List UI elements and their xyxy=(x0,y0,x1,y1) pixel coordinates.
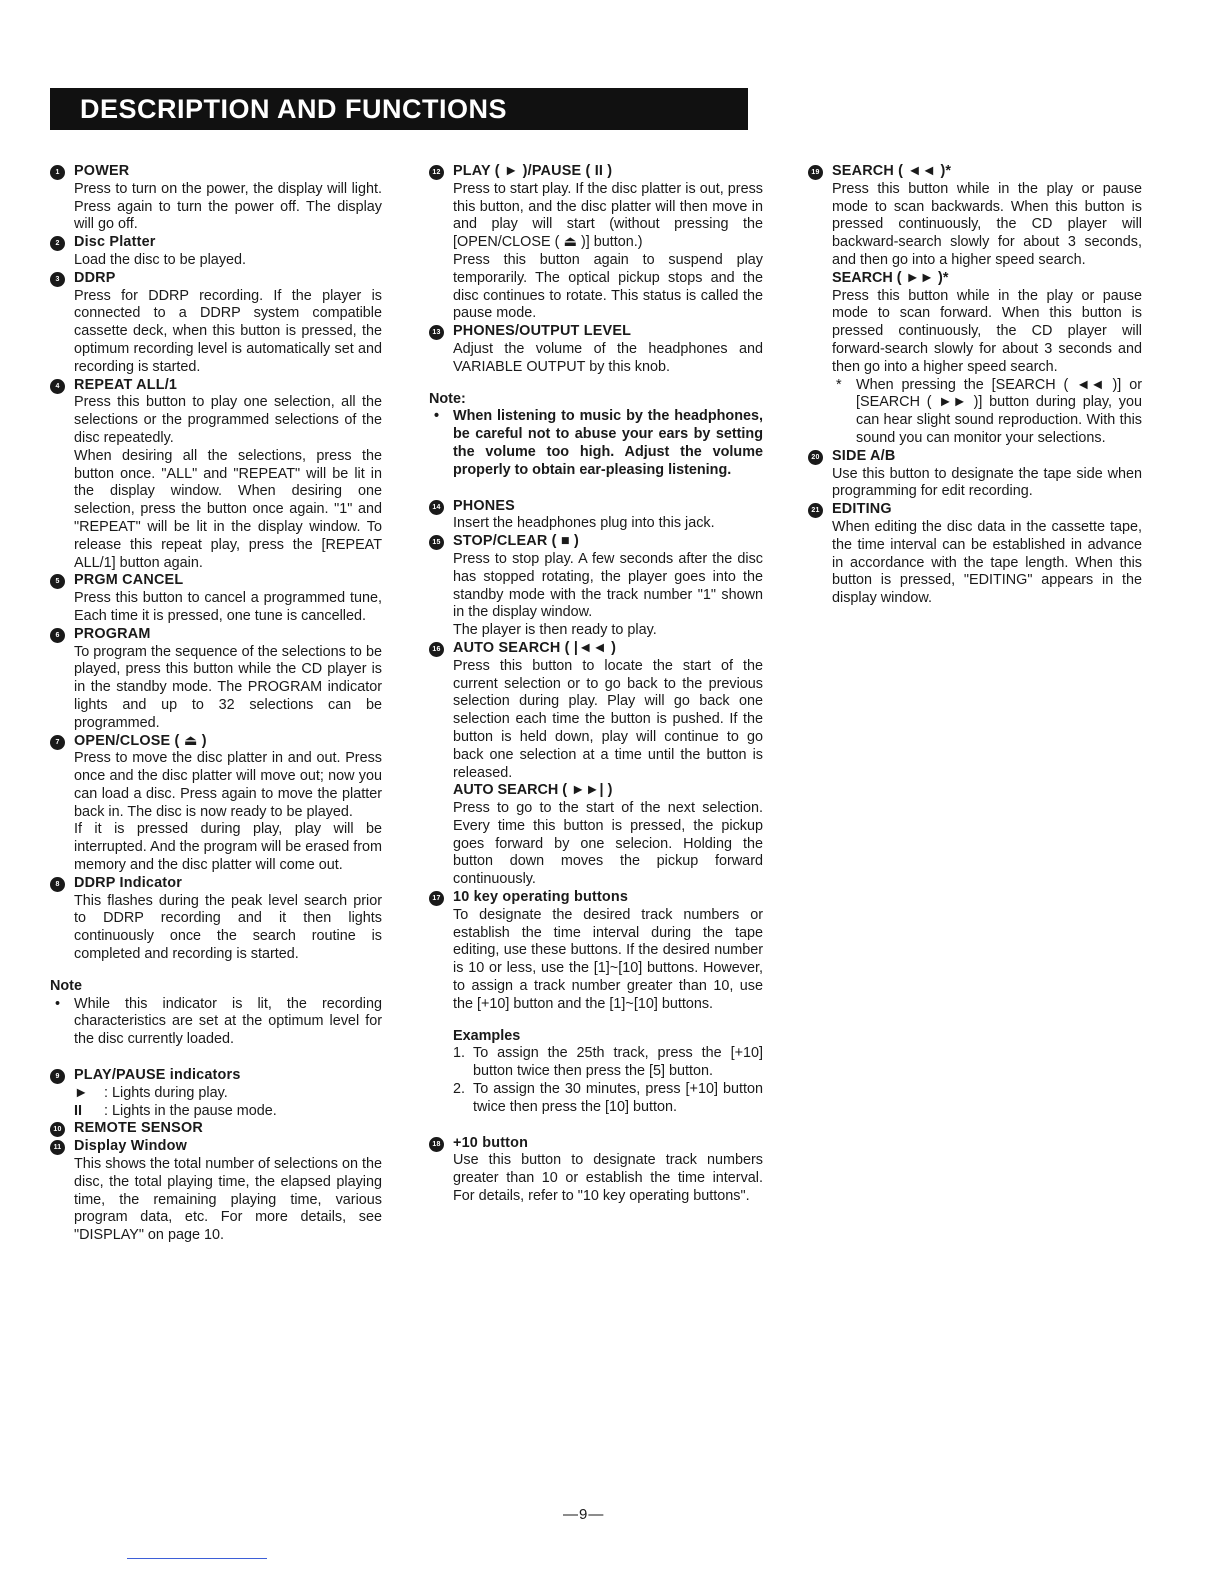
pause-icon: II xyxy=(74,1102,82,1119)
item-title: PROGRAM xyxy=(74,625,151,642)
item-editing xyxy=(808,501,1142,608)
number-badge: 11 xyxy=(50,1140,65,1155)
number-badge: 1 xyxy=(50,165,65,180)
number-badge: 5 xyxy=(50,574,65,589)
item-title: PHONES xyxy=(453,497,515,514)
item-phones-output-level xyxy=(429,323,763,376)
item-title: REPEAT ALL/1 xyxy=(74,376,178,393)
item-title: STOP/CLEAR ( ■ ) xyxy=(453,533,579,550)
item-title: SIDE A/B xyxy=(832,447,896,464)
number-badge: 12 xyxy=(429,165,444,180)
item-description: Insert the headphones plug into this jack. xyxy=(453,515,715,532)
item-ten-key xyxy=(429,889,763,1014)
item-play-pause-indicators xyxy=(50,1067,382,1120)
examples-title: Examples xyxy=(453,1027,521,1044)
item-description: Load the disc to be played. xyxy=(74,251,247,268)
item-description: Use this button to designate track numbers greater than 10 or establish the time interval. For details, refer to "10 key operating buttons". xyxy=(453,1152,763,1205)
sub-title: SEARCH ( ►► )* xyxy=(832,269,949,286)
example-text: To assign the 25th track, press the [+10] button twice then press the [5] button. xyxy=(473,1045,763,1080)
page-number: —9— xyxy=(563,1506,605,1523)
item-auto-search xyxy=(429,640,763,889)
footnote-text: When pressing the [SEARCH ( ◄◄ )] or [SEARCH ( ►► )] button during play, you can hear slight sound reproduction. With this sound you can monitor your selections. xyxy=(856,376,1142,446)
item-title: DDRP Indicator xyxy=(74,874,183,891)
number-badge: 21 xyxy=(808,503,823,518)
number-badge: 20 xyxy=(808,450,823,465)
number-badge: 4 xyxy=(50,379,65,394)
item-prgm-cancel xyxy=(50,572,382,625)
item-ddrp-indicator xyxy=(50,875,382,964)
item-search xyxy=(808,163,1142,448)
item-title: PHONES/OUTPUT LEVEL xyxy=(453,323,632,340)
item-repeat xyxy=(50,377,382,573)
note-bullet xyxy=(50,996,382,1049)
item-description: Press this button to cancel a programmed tune, Each time it is pressed, one tune is cancelled. xyxy=(74,590,382,624)
item-title: EDITING xyxy=(832,501,892,518)
item-power xyxy=(50,163,382,234)
bullet-icon: • xyxy=(434,408,440,425)
column-left xyxy=(50,163,382,1245)
legend-play xyxy=(50,1085,382,1103)
play-icon: ► xyxy=(74,1084,89,1101)
item-title: POWER xyxy=(74,163,130,179)
item-description: Press this button to locate the start of the current selection or to go back to the previous selection during play. Play will go back one selection each time the button is pushed. If the button is held down, play will continue to go back one selection at a time until the button is released. xyxy=(453,657,763,781)
item-description: When editing the disc data in the cassette tape, the time interval can be established in advance in accordance with the tape length. When this button is pressed, "EDITING" appears in the display window. xyxy=(832,518,1142,607)
item-plus10-button xyxy=(429,1135,763,1206)
item-description: Press this button to play one selection, all the selections or the programmed selections of the disc repeatedly. xyxy=(74,394,382,446)
item-title: Disc Platter xyxy=(74,234,156,251)
item-title: PLAY ( ► )/PAUSE ( II ) xyxy=(453,163,613,179)
item-phones xyxy=(429,498,763,534)
note-text: When listening to music by the headphones, be careful not to abuse your ears by setting the volume too high. Adjust the volume properly to obtain ear-pleasing listening. xyxy=(453,408,763,478)
item-description: Press to turn on the power, the display will light. Press again to turn the power off. The display will go off. xyxy=(74,180,382,233)
item-open-close xyxy=(50,733,382,875)
example-item xyxy=(429,1045,763,1081)
legend-text: : Lights during play. xyxy=(104,1084,228,1101)
item-description: This flashes during the peak level search prior to DDRP recording and it then lights continuously once the search routine is completed and recording is started. xyxy=(74,892,382,963)
section-banner: DESCRIPTION AND FUNCTIONS xyxy=(50,88,748,130)
number-badge: 16 xyxy=(429,642,444,657)
item-description: When desiring all the selections, press the button once. "ALL" and "REPEAT" will be lit in the display window. When desiring one selection, press the button once again. "1" and "REPEAT" will be lit in the display window. To release this repeat play, press the [REPEAT ALL/1] button again. xyxy=(74,447,382,571)
item-title: Display Window xyxy=(74,1138,188,1155)
item-description: The player is then ready to play. xyxy=(453,622,657,639)
example-text: To assign the 30 minutes, press [+10] button twice then press the [10] button. xyxy=(473,1081,763,1115)
note-title: Note xyxy=(50,977,82,994)
item-title: OPEN/CLOSE ( ⏏ ) xyxy=(74,732,207,749)
item-title: AUTO SEARCH ( |◄◄ ) xyxy=(453,639,617,656)
number-badge: 18 xyxy=(429,1137,444,1152)
number-badge: 19 xyxy=(808,165,823,180)
item-description: To program the sequence of the selections to be played, press this button while the CD player is in the standby mode. The PROGRAM indicator lights and up to 32 selections can be programmed. xyxy=(74,643,382,731)
number-badge: 9 xyxy=(50,1069,65,1084)
number-badge: 3 xyxy=(50,272,65,287)
item-title: 10 key operating buttons xyxy=(453,889,629,906)
item-description: Press this button while in the play or pause mode to scan backwards. When this button is pressed continuously, the CD player will backward-search slowly for about 3 seconds, and then go into a higher speed search. xyxy=(832,180,1142,268)
footnote xyxy=(808,377,1142,448)
item-title: SEARCH ( ◄◄ )* xyxy=(832,163,952,179)
number-badge: 15 xyxy=(429,535,444,550)
item-description: Press this button again to suspend play temporarily. The optical pickup stops and the disc continues to rotate. This status is called the pause mode. xyxy=(453,251,763,322)
number-badge: 13 xyxy=(429,325,444,340)
item-description: To designate the desired track numbers or establish the time interval during the tape editing, use these buttons. If the desired number is 10 or less, use the [1]~[10] buttons. However, to assign a track number greater than 10, use the [+10] button and the [1]~[10] buttons. xyxy=(453,906,763,1012)
note-bullet xyxy=(429,408,763,479)
example-number: 1. xyxy=(453,1045,466,1062)
item-description: Press for DDRP recording. If the player is connected to a DDRP system compatible cassette deck, when this button is pressed, the optimum recording level is automatically set and recording is started. xyxy=(74,287,382,375)
examples xyxy=(429,1028,763,1117)
number-badge: 10 xyxy=(50,1122,65,1137)
bullet-icon: • xyxy=(55,995,61,1012)
item-description: Press to move the disc platter in and out. Press once and the disc platter will move out; now you can load a disc. Press again to move the platter back in. The disc is now ready to be played. xyxy=(74,750,382,820)
item-ddrp xyxy=(50,270,382,377)
item-disc-platter xyxy=(50,234,382,270)
item-description: If it is pressed during play, play will be interrupted. And the program will be erased from memory and the disc platter will come out. xyxy=(74,821,382,874)
divider-line xyxy=(127,1558,267,1559)
item-title: PLAY/PAUSE indicators xyxy=(74,1067,241,1084)
number-badge: 8 xyxy=(50,877,65,892)
asterisk-icon: * xyxy=(836,376,842,393)
note-title: Note: xyxy=(429,390,466,407)
number-badge: 17 xyxy=(429,891,444,906)
legend-text: : Lights in the pause mode. xyxy=(104,1102,277,1119)
item-side-ab xyxy=(808,448,1142,501)
item-title: +10 button xyxy=(453,1134,529,1151)
legend-pause xyxy=(50,1103,382,1121)
column-right xyxy=(808,163,1142,608)
item-description: Press this button while in the play or pause mode to scan forward. When this button is pressed continuously, the CD player will forward-search slowly for about 3 seconds and then go into a higher speed search. xyxy=(832,287,1142,375)
number-badge: 6 xyxy=(50,628,65,643)
item-description: This shows the total number of selections on the disc, the total playing time, the elapsed playing time, the remaining playing time, various program data, etc. For more details, see "DISPLAY" on page 10. xyxy=(74,1156,382,1244)
number-badge: 7 xyxy=(50,735,65,750)
note-text: While this indicator is lit, the recording characteristics are set at the optimum level for the disc currently loaded. xyxy=(74,995,382,1048)
number-badge: 14 xyxy=(429,500,444,515)
number-badge: 2 xyxy=(50,236,65,251)
item-description: Press to start play. If the disc platter is out, press this button, and the disc platter will then move in and play will start (without pressing the [OPEN/CLOSE ( ⏏ )] button.) xyxy=(453,180,763,251)
item-program xyxy=(50,626,382,733)
item-title: DDRP xyxy=(74,269,116,286)
item-display-window xyxy=(50,1138,382,1245)
item-description: Press to stop play. A few seconds after the disc has stopped rotating, the player goes into the standby mode with the track number "1" shown in the display window. xyxy=(453,550,763,621)
item-title: REMOTE SENSOR xyxy=(74,1120,203,1137)
item-description: Adjust the volume of the headphones and VARIABLE OUTPUT by this knob. xyxy=(453,340,763,375)
item-remote-sensor xyxy=(50,1120,382,1138)
item-stop-clear xyxy=(429,533,763,640)
item-description: Press to go to the start of the next selection. Every time this button is pressed, the pickup goes forward by one selecion. Holding the button down moves the pickup forward continuously. xyxy=(453,800,763,888)
item-play-pause xyxy=(429,163,763,323)
column-middle xyxy=(429,163,763,1206)
example-item xyxy=(429,1081,763,1117)
item-title: PRGM CANCEL xyxy=(74,572,184,589)
item-description: Use this button to designate the tape side when programming for edit recording. xyxy=(832,465,1142,500)
sub-title: AUTO SEARCH ( ►►| ) xyxy=(453,782,613,799)
example-number: 2. xyxy=(453,1081,466,1098)
